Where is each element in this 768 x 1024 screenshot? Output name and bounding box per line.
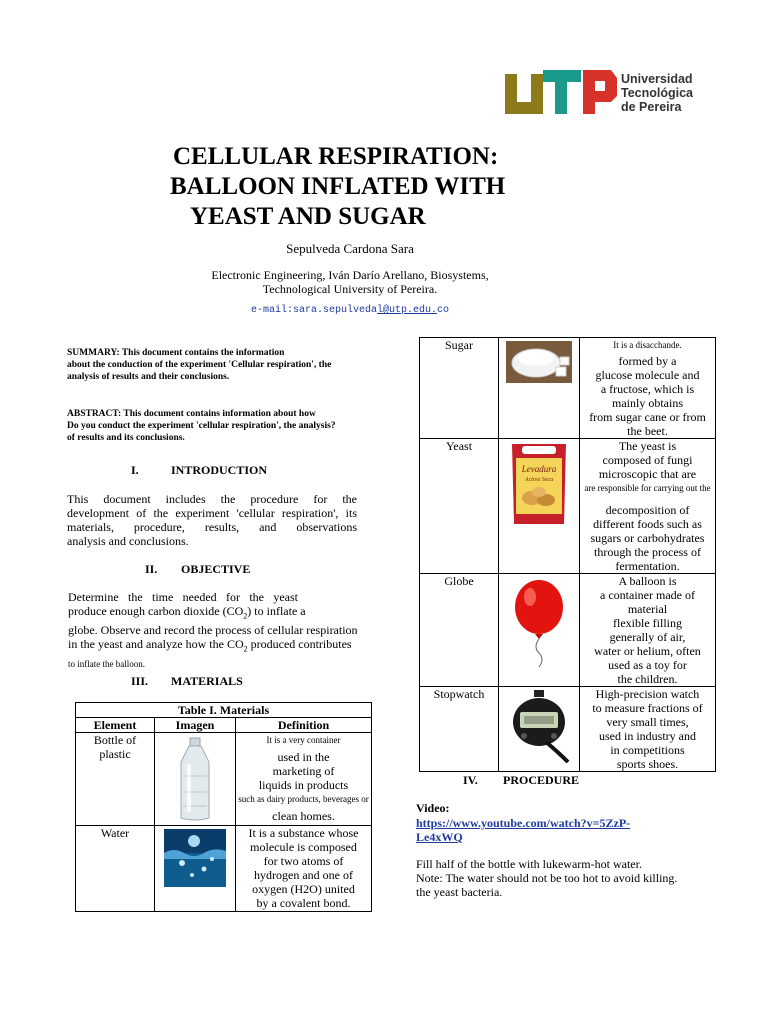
logo-line-3: de Pereira	[621, 100, 682, 114]
stopwatch-def-line-3: very small times,	[606, 715, 689, 729]
abstract-block	[67, 408, 367, 444]
yeast-def-line-9: fermentation.	[615, 559, 680, 573]
affiliation	[0, 268, 700, 296]
intro-line-4: analysis and conclusions.	[67, 534, 189, 548]
yeast-brand-text: Levadura	[521, 464, 557, 474]
definition-globe	[580, 574, 716, 687]
procedure-line-2: Note: The water should not be too hot to avoid killing.	[416, 871, 678, 885]
definition-stopwatch	[580, 687, 716, 772]
table-row-bottle	[76, 733, 372, 826]
sugar-def-line-6: from sugar cane or from	[589, 410, 706, 424]
objective-line-5: to inflate the balloon.	[68, 658, 145, 669]
bottle-def-line-3: marketing of	[272, 764, 335, 778]
bottle-name-line-2: plastic	[99, 747, 131, 761]
water-def-line-3: for two atoms of	[263, 854, 344, 868]
water-def-line-4: hydrogen and one of	[254, 868, 353, 882]
stopwatch-def-line-5: in competitions	[610, 743, 685, 757]
water-def-line-1: It is a substance whose	[248, 826, 359, 840]
col-header-image: Imagen	[155, 718, 236, 733]
objective-line-1: Determine the time needed for the yeast	[68, 590, 298, 604]
procedure-text	[416, 857, 716, 899]
water-def-line-6: by a covalent bond.	[256, 896, 351, 910]
materials-table-1	[75, 702, 372, 912]
table-row-water	[76, 826, 372, 912]
utp-logo-icon	[503, 68, 618, 118]
summary-line-3: analysis of results and their conclusions.	[67, 372, 230, 382]
summary-line-2: about the conduction of the experiment 'Cellular respiration', the	[67, 360, 332, 370]
utp-logo	[503, 68, 693, 120]
col-header-element: Element	[76, 718, 155, 733]
globe-def-line-4: generally of air,	[609, 630, 686, 644]
email-suffix: co	[437, 305, 450, 316]
yeast-def-line-1: The yeast is	[618, 439, 677, 453]
affiliation-line-2: Technological University of Pereira.	[262, 282, 438, 296]
yeast-def-line-2: composed of fungi	[602, 453, 693, 467]
element-name-globe: Globe	[420, 574, 499, 687]
section-heading-materials	[131, 674, 243, 689]
balloon-icon	[511, 577, 567, 669]
objective-line-2-a: produce enough carbon dioxide (CO	[68, 604, 244, 618]
definition-bottle	[236, 733, 372, 826]
abstract-line-2: Do you conduct the experiment 'cellular respiration', the analysis?	[67, 421, 336, 431]
email-address[interactable]	[0, 305, 700, 316]
intro-line-3: materials, procedure, results, and observations	[67, 520, 357, 534]
intro-line-1: This document includes the procedure for the	[67, 492, 357, 506]
table-row-globe	[420, 574, 716, 687]
water-splash-icon	[164, 829, 226, 887]
bottle-def-line-6: clean homes.	[272, 809, 335, 823]
title-line-2: BALLOON INFLATED WITH	[170, 173, 506, 200]
sugar-def-line-3: glucose molecule and	[595, 368, 700, 382]
element-name-stopwatch: Stopwatch	[420, 687, 499, 772]
affiliation-line-1: Electronic Engineering, Iván Darío Arellano, Biosystems,	[211, 268, 489, 282]
table-row-yeast	[420, 439, 716, 574]
procedure-block	[416, 801, 716, 899]
objective-line-3: globe. Observe and record the process of cellular respiration	[68, 623, 358, 638]
yeast-def-line-8: through the process of	[594, 545, 701, 559]
yeast-def-line-4: are responsible for carrying out the	[584, 483, 711, 493]
email-prefix: e-mail:sara.sepulveda	[250, 305, 377, 316]
section-number: IV.	[463, 773, 478, 787]
element-name-sugar: Sugar	[420, 338, 499, 439]
procedure-line-1: Fill half of the bottle with lukewarm-hot water.	[416, 857, 642, 871]
summary-line-1: SUMMARY: This document contains the information	[67, 348, 285, 358]
sugar-def-line-1: It is a disacchande.	[613, 340, 682, 350]
section-number: II.	[145, 562, 158, 576]
summary-block	[67, 347, 367, 383]
title-line-1: CELLULAR RESPIRATION:	[173, 143, 499, 170]
abstract-line-1: ABSTRACT: This document contains information about how	[67, 409, 316, 419]
bottle-def-line-4: liquids in products	[258, 778, 349, 792]
section-title: INTRODUCTION	[171, 463, 268, 477]
globe-def-line-2: a container made of material	[600, 588, 695, 616]
video-link-line-1[interactable]: https://www.youtube.com/watch?v=5ZzP-	[416, 816, 631, 830]
element-name-water: Water	[76, 826, 155, 912]
yeast-sub-text: Activa Seca	[524, 477, 554, 483]
logo-line-1: Universidad	[621, 72, 693, 86]
globe-def-line-3: flexible filling	[613, 616, 682, 630]
yeast-def-line-6: different foods such as	[593, 517, 702, 531]
table-row-stopwatch	[420, 687, 716, 772]
definition-water	[236, 826, 372, 912]
definition-sugar	[580, 338, 716, 439]
introduction-text	[67, 492, 357, 548]
video-link[interactable]	[416, 816, 716, 844]
title-line-3: YEAST AND SUGAR	[190, 203, 426, 230]
logo-line-2: Tecnológica	[621, 86, 694, 100]
image-stopwatch	[499, 687, 580, 772]
objective-line-2	[68, 604, 368, 623]
materials-table-2	[419, 337, 716, 772]
section-number: III.	[131, 674, 149, 688]
sugar-def-line-2: formed by a	[618, 354, 677, 368]
col-header-definition: Definition	[236, 718, 372, 733]
sugar-bowl-icon	[506, 341, 572, 383]
section-heading-objective	[145, 562, 250, 577]
globe-def-line-5: water or helium, often	[594, 644, 701, 658]
yeast-def-line-7: sugars or carbohydrates	[590, 531, 705, 545]
yeast-def-line-3: microscopic that are	[598, 467, 697, 481]
email-link[interactable]: l@utp.edu.	[377, 305, 438, 316]
logo-u-shape	[505, 74, 543, 114]
stopwatch-def-line-1: High-precision watch	[595, 687, 700, 701]
abstract-line-3: of results and its conclusions.	[67, 433, 185, 443]
image-water	[155, 826, 236, 912]
video-link-line-2[interactable]: Le4xWQ	[416, 830, 463, 844]
objective-line-2-b: ) to inflate a	[247, 604, 306, 618]
table-caption: Table I. Materials	[76, 703, 372, 718]
section-number: I.	[131, 463, 139, 477]
bottle-def-line-2: used in the	[277, 750, 330, 764]
globe-def-line-6: used as a toy for	[608, 658, 687, 672]
intro-line-2: development of the experiment 'cellular respiration', its	[67, 506, 357, 520]
yeast-def-line-5: decomposition of	[605, 503, 690, 517]
section-title: MATERIALS	[171, 674, 243, 688]
definition-yeast	[580, 439, 716, 574]
plastic-bottle-icon	[175, 736, 215, 822]
logo-p-shape	[583, 70, 617, 114]
bottle-name-line-1: Bottle of	[93, 733, 137, 747]
sugar-def-line-7: the beet.	[627, 424, 668, 438]
globe-def-line-1: A balloon is	[618, 574, 677, 588]
co2-subscript: 2	[243, 611, 248, 621]
image-yeast	[499, 439, 580, 574]
stopwatch-def-line-6: sports shoes.	[616, 757, 679, 771]
section-title: OBJECTIVE	[181, 562, 251, 576]
objective-line-4-b: produced contributes	[247, 637, 352, 652]
objective-text	[68, 590, 368, 671]
stopwatch-def-line-2: to measure fractions of	[592, 701, 703, 715]
paper-title	[160, 142, 580, 232]
image-sugar	[499, 338, 580, 439]
section-heading-procedure	[463, 773, 579, 788]
water-def-line-5: oxygen (H2O) united	[252, 882, 355, 896]
image-bottle	[155, 733, 236, 826]
video-label: Video:	[416, 801, 450, 815]
section-heading-introduction	[131, 463, 267, 478]
stopwatch-icon	[506, 690, 572, 764]
bottle-def-line-5: such as dairy products, beverages or	[238, 794, 369, 804]
logo-t-shape	[543, 70, 581, 114]
bottle-def-line-1: It is a very container	[266, 735, 341, 745]
element-name-bottle	[76, 733, 155, 826]
image-globe	[499, 574, 580, 687]
sugar-def-line-5: mainly obtains	[612, 396, 683, 410]
objective-line-4-a: in the yeast and analyze how the CO	[68, 637, 244, 652]
objective-line-4	[68, 637, 368, 656]
co2-subscript: 2	[243, 644, 248, 654]
globe-def-line-7: the children.	[617, 672, 678, 686]
table-row-sugar	[420, 338, 716, 439]
section-title: PROCEDURE	[503, 773, 580, 787]
author-name: Sepulveda Cardona Sara	[286, 241, 414, 256]
water-def-line-2: molecule is composed	[250, 840, 357, 854]
sugar-def-line-4: a fructose, which is	[600, 382, 695, 396]
yeast-package-icon	[510, 442, 568, 526]
procedure-line-3: the yeast bacteria.	[416, 885, 503, 899]
stopwatch-def-line-4: used in industry and	[599, 729, 696, 743]
logo-text	[621, 72, 693, 114]
element-name-yeast: Yeast	[420, 439, 499, 574]
